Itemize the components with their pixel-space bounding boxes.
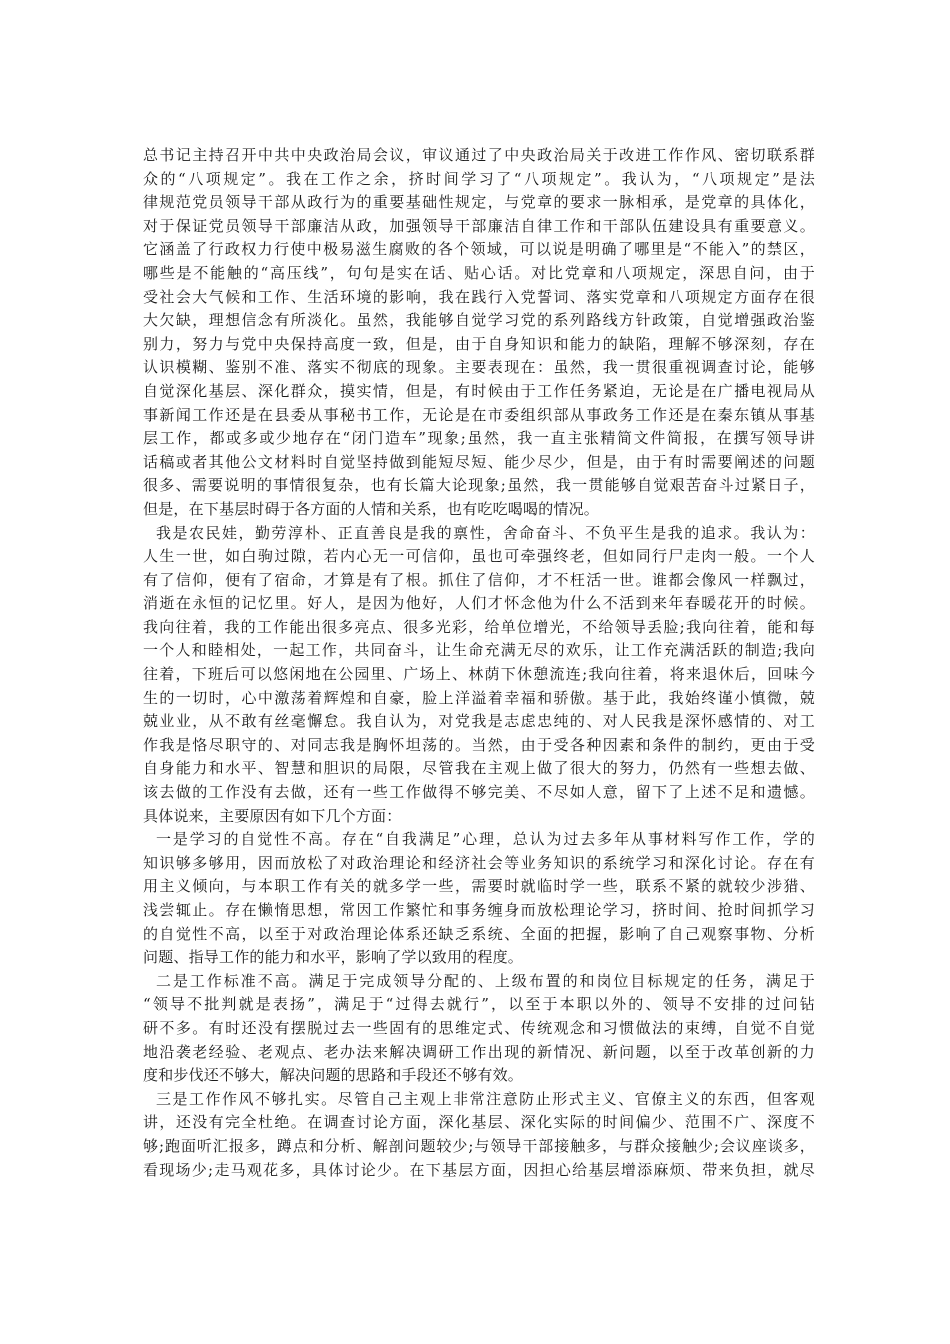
text-line: 看现场少;走马观花多，具体讨论少。在下基层方面，因担心给基层增添麻烦、带来负担，就尽: [143, 1160, 815, 1179]
text-line: 有了信仰，便有了宿命，才算是有了根。抓住了信仰，才不枉活一世。谁都会像风一样飘过，: [143, 570, 815, 589]
text-line: 讲，还没有完全杜绝。在调查讨论方面，深化基层、深化实际的时间偏少、范围不广、深度不: [143, 1113, 815, 1132]
text-line: 受社会大气候和工作、生活环境的影响，我在践行入党誓词、落实党章和八项规定方面存在很: [143, 287, 815, 306]
text-line: 作我是恪尽职守的、对同志我是胸怀坦荡的。当然，由于受各种因素和条件的制约，更由于受: [143, 735, 815, 754]
text-line: 人生一世，如白驹过隙，若内心无一可信仰，虽也可牵强终老，但如同行尸走肉一般。一个人: [143, 547, 815, 566]
text-line: 层工作，都或多或少地存在“闭门造车”现象;虽然，我一直主张精简文件简报，在撰写领导讲: [143, 429, 815, 448]
document-body: [143, 144, 815, 1182]
text-line: 用主义倾向，与本职工作有关的就多学一些，需要时就临时学一些，联系不紧的就较少涉猎、: [143, 877, 815, 896]
text-line: 一个人和睦相处，一起工作，共同奋斗，让生命充满无尽的欢乐，让工作充满活跃的制造;我向: [143, 641, 815, 660]
text-line: 研不多。有时还没有摆脱过去一些固有的思维定式、传统观念和习惯做法的束缚，自觉不自觉: [143, 1018, 815, 1037]
text-line: 总书记主持召开中共中央政治局会议，审议通过了中央政治局关于改进工作作风、密切联系群: [143, 146, 815, 164]
text-line: 对于保证党员领导干部廉洁从政，加强领导干部廉洁自律工作和干部队伍建设具有重要意义。: [143, 216, 815, 235]
text-line: 该去做的工作没有去做，还有一些工作做得不够完美、不尽如人意，留下了上述不足和遗憾。: [143, 783, 815, 802]
text-line: 自身能力和水平、智慧和胆识的局限，尽管我在主观上做了很大的努力，仍然有一些想去做、: [143, 759, 815, 778]
text-line: 别力，努力与党中央保持高度一致，但是，由于自身知识和能力的缺陷，理解不够深刻，存在: [143, 334, 815, 353]
text-line: 但是，在下基层时碍于各方面的人情和关系，也有吃吃喝喝的情况。: [143, 499, 600, 518]
text-line: 消逝在永恒的记忆里。好人，是因为他好，人们才怀念他为什么不活到来年春暖花开的时候。: [143, 594, 815, 613]
text-line: 哪些是不能触的“高压线”，句句是实在话、贴心话。对比党章和八项规定，深思自问，由于: [143, 263, 815, 282]
text-line: 具体说来，主要原因有如下几个方面：: [143, 806, 402, 825]
text-line: 律规范党员领导干部从政行为的重要基础性规定，与党章的要求一脉相承，是党章的具体化，: [143, 193, 815, 212]
text-line: 自觉深化基层、深化群众，摸实情，但是，有时候由于工作任务紧迫，无论是在广播电视局从: [143, 381, 815, 400]
text-line: 很多、需要说明的事情很复杂，也有长篇大论现象;虽然，我一贯能够自觉艰苦奋斗过紧日子，: [143, 476, 815, 495]
text-line: 的自觉性不高，以至于对政治理论体系还缺乏系统、全面的把握，影响了自己观察事物、分析: [143, 924, 815, 943]
text-line: 大欠缺，理想信念有所淡化。虽然，我能够自觉学习党的系列路线方针政策，自觉增强政治鉴: [143, 311, 815, 330]
text-line: 话稿或者其他公文材料时自觉坚持做到能短尽短、能少尽少，但是，由于有时需要阐述的问题: [143, 452, 815, 471]
text-line: 众的“八项规定”。我在工作之余，挤时间学习了“八项规定”。我认为，“八项规定”是法: [143, 169, 815, 188]
text-line: 够;跑面听汇报多，蹲点和分析、解剖问题较少;与领导干部接触多，与群众接触少;会议座谈多，: [143, 1136, 815, 1155]
text-line: 浅尝辄止。存在懒惰思想，常因工作繁忙和事务缠身而放松理论学习，挤时间、抢时间抓学习: [143, 901, 815, 919]
text-line: 二是工作标准不高。满足于完成领导分配的、上级布置的和岗位目标规定的任务，满足于: [156, 971, 815, 990]
text-line: 一是学习的自觉性不高。存在“自我满足”心理，总认为过去多年从事材料写作工作，学的: [156, 830, 815, 849]
text-line: 生的一切时，心中激荡着辉煌和自豪，脸上洋溢着幸福和骄傲。基于此，我始终谨小慎微，兢: [143, 688, 815, 707]
text-line: 往着，下班后可以悠闲地在公园里、广场上、林荫下休憩流连;我向往着，将来退休后，回味今: [143, 665, 815, 684]
text-line: 度和步伐还不够大，解决问题的思路和手段还不够有效。: [143, 1066, 524, 1085]
text-line: 知识够多够用，因而放松了对政治理论和经济社会等业务知识的系统学习和深化讨论。存在有: [143, 853, 815, 872]
text-line: “领导不批判就是表扬”，满足于“过得去就行”，以至于本职以外的、领导不安排的过问钻: [143, 995, 815, 1014]
text-line: 认识模糊、鉴别不准、落实不彻底的现象。主要表现在：虽然，我一贯很重视调查讨论，能够: [143, 358, 815, 377]
text-line: 地沿袭老经验、老观点、老办法来解决调研工作出现的新情况、新问题，以至于改革创新的力: [143, 1042, 815, 1061]
text-line: 问题、指导工作的能力和水平，影响了学以致用的程度。: [143, 948, 524, 967]
text-line: 兢业业，从不敢有丝毫懈怠。我自认为，对党我是志虑忠纯的、对人民我是深怀感情的、对工: [143, 712, 815, 731]
text-line: 它涵盖了行政权力行使中极易滋生腐败的各个领域，可以说是明确了哪里是“不能入”的禁区，: [143, 240, 815, 259]
text-line: 我向往着，我的工作能出很多亮点、很多光彩，给单位增光，不给领导丢脸;我向往着，能和每: [143, 617, 815, 636]
text-line: 我是农民娃，勤劳淳朴、正直善良是我的禀性，舍命奋斗、不负平生是我的追求。我认为：: [156, 523, 815, 542]
text-line: 事新闻工作还是在县委从事秘书工作，无论是在市委组织部从事政务工作还是在秦东镇从事基: [143, 405, 815, 424]
text-line: 三是工作作风不够扎实。尽管自己主观上非常注意防止形式主义、官僚主义的东西，但客观: [156, 1089, 815, 1108]
